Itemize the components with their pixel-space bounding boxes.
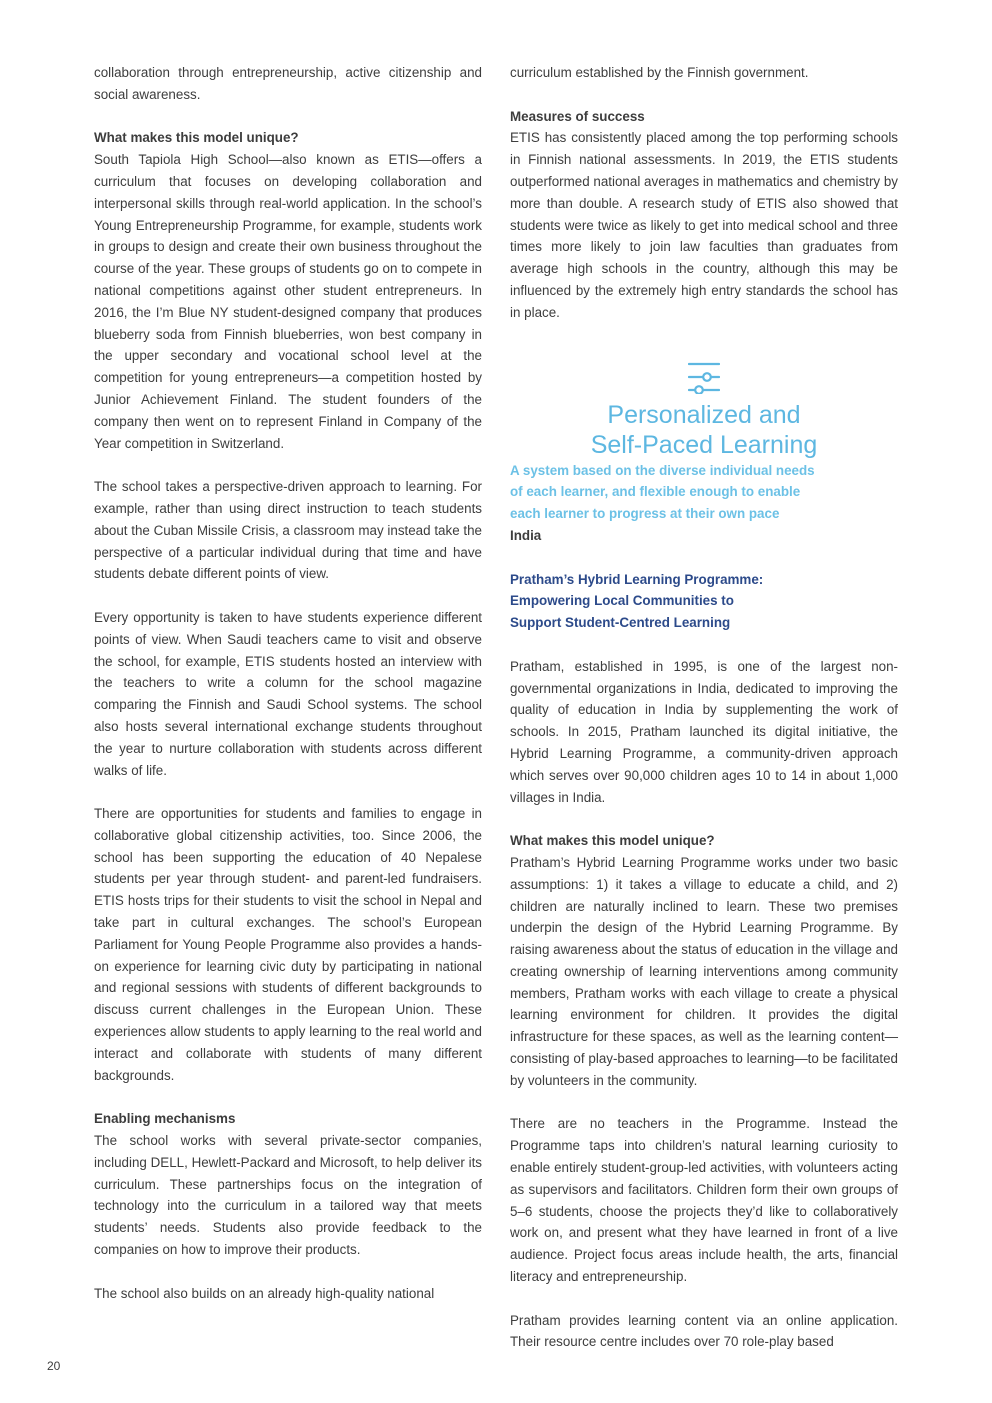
case-title-line1: Pratham’s Hybrid Learning Programme: (510, 571, 764, 587)
section-subtitle-line1: A system based on the diverse individual needs (510, 462, 815, 478)
page-number: 20 (47, 1359, 61, 1373)
section-subtitle-line3: each learner to progress at their own pace (510, 506, 780, 522)
left-column (94, 62, 482, 1304)
paragraph-enabling: The school works with several private-sector companies, including DELL, Hewlett-Packard and Microsoft, to help deliver its curriculum. These partnerships focus on the integration of technology into the curriculum in a tailored way that meets students’ needs. Students also provide feedback to the companies on how to improve their products. (94, 1133, 482, 1258)
paragraph-opportunity: Every opportunity is taken to have students experience different points of view. When Saudi teachers came to visit and observe the school, for example, ETIS students hosted an interview with the teachers to write a column for the school magazine comparing the Finnish and Saudi School systems. The school also hosts several international exchange students throughout the year to nurture collaboration with students across different walks of life. (94, 609, 482, 778)
section-title-line2: Self-Paced Learning (590, 430, 818, 459)
paragraph-builds: The school also builds on an already high-quality national (94, 1285, 435, 1301)
heading-what-makes-unique: What makes this model unique? (94, 130, 299, 146)
paragraph-intro-tail: collaboration through entrepreneurship, active citizenship and social awareness. (94, 65, 482, 102)
section-subtitle-line2: of each learner, and flexible enough to enable (510, 484, 801, 500)
paragraph-content: Pratham provides learning content via an online application. Their resource centre includes over 70 role-play based (510, 1312, 898, 1350)
heading-pratham-unique: What makes this model unique? (510, 833, 715, 849)
paragraph-pratham-unique: Pratham’s Hybrid Learning Programme works under two basic assumptions: 1) it takes a village to educate a child, and 2) children are naturally inclined to learn. These two premises underpin the design of the Hybrid Learning Programme. By raising awareness about the status of education in the village and creating ownership of learning interventions among community members, Pratham works with each village to create a physical learning environment for children. It provides the digital infrastructure for these spaces, as well as the learning content—consisting of play-based approaches to learning—to be facilitated by volunteers in the community. (510, 854, 898, 1088)
country-label: India (510, 527, 542, 543)
section-title-line1: Personalized and (607, 400, 801, 429)
case-title (510, 569, 898, 634)
case-title-line2: Empowering Local Communities to (510, 593, 734, 609)
paragraph-etis-unique: South Tapiola High School—also known as ETIS—offers a curriculum that focuses on developing collaboration and interpersonal skills through real-world application. In the school’s Young Entrepreneurship Programme, for example, students work in groups to design and create their own business throughout the course of the year. These groups of students go on to compete in national competitions against other student entrepreneurs. In 2016, the I’m Blue NY student-designed company that produces blueberry soda from Finnish blueberries, won best company in the upper secondary and vocational school level at the competition for young entrepreneurs—a competition hosted by Junior Achievement Finland. The student founders of the company then went on to represent Finland in Company of the Year competition in Switzerland. (94, 152, 482, 451)
paragraph-curriculum-tail: curriculum established by the Finnish government. (510, 65, 809, 80)
heading-measures-of-success: Measures of success (510, 108, 645, 124)
section-subtitle (510, 460, 898, 525)
sliders-icon (688, 360, 720, 394)
paragraph-success: ETIS has consistently placed among the top performing schools in Finnish national assessments. In 2019, the ETIS students outperformed national averages in mathematics and chemistry by more than double. A research study of ETIS also showed that students were twice as likely to get into medical school and three times more likely to join law faculties than graduates from average high schools in the country, although this may be influenced by the extremely high entry standards the school has in place. (510, 130, 898, 320)
paragraph-citizenship: There are opportunities for students and families to engage in collaborative global citizenship activities, too. Since 2006, the school has been supporting the education of 40 Nepalese students per year through student- and parent-led fundraisers. ETIS hosts trips for their students to visit the school in Nepal and take part in cultural exchanges. The school’s European Parliament for Young People Programme also provides a hands-on experience for learning civic duty by participating in national and regional sessions with students of different backgrounds to discuss current challenges in the European Union. These experiences allow students to apply learning to the real world and interact and collaborate with students of many different backgrounds. (94, 806, 482, 1083)
paragraph-no-teachers: There are no teachers in the Programme. Instead the Programme taps into children’s natural learning curiosity to enable entirely student-group-led activities, with volunteers acting as supervisors and facilitators. Children form their own groups of 5–6 students, choose the projects they’d like to collaboratively work on, and present what they have learned in front of a live audience. Project focus areas include health, the arts, financial literacy and entrepreneurship. (510, 1116, 898, 1285)
right-column (510, 62, 898, 1353)
section-header (510, 360, 898, 525)
paragraph-pratham: Pratham, established in 1995, is one of the largest non-governmental organizations in India, dedicated to improving the quality of education in India by supplementing the work of schools. In 2015, Pratham launched its digital initiative, the Hybrid Learning Programme, a community-driven approach which serves over 90,000 children ages 10 to 14 in about 1,000 villages in India. (510, 658, 898, 805)
section-title (510, 400, 898, 460)
paragraph-perspective: The school takes a perspective-driven approach to learning. For example, rather than using direct instruction to teach students about the Cuban Missile Crisis, a classroom may instead take the perspective of a particular individual during that time and have students debate different points of view. (94, 479, 482, 582)
heading-enabling-mechanisms: Enabling mechanisms (94, 1111, 236, 1127)
case-title-line3: Support Student-Centred Learning (510, 615, 731, 631)
